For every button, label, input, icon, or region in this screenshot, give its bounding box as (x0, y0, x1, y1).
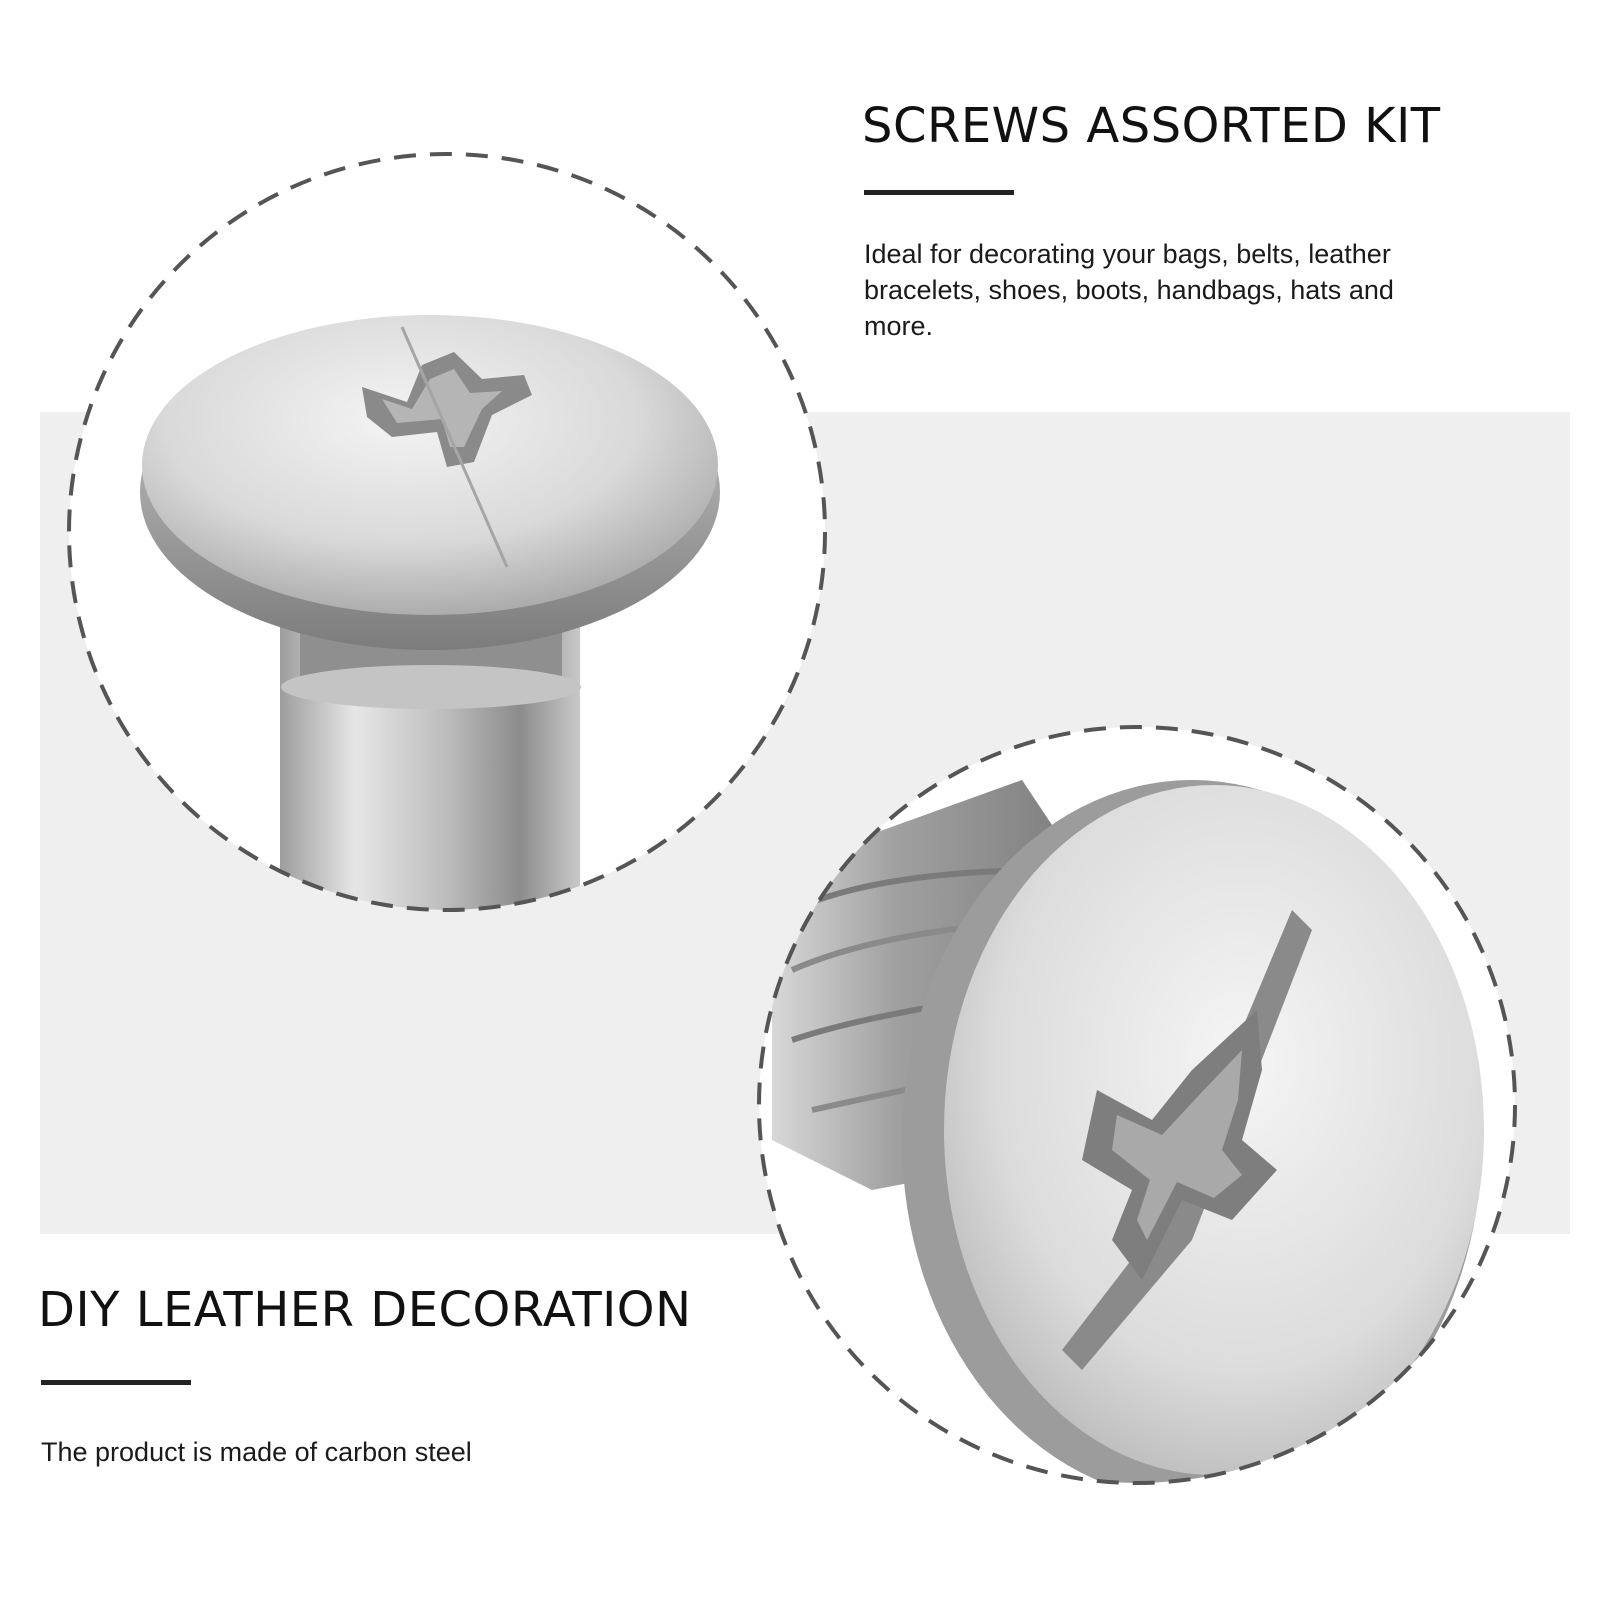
screw-side-view-photo (752, 720, 1522, 1490)
kit-description: Ideal for decorating your bags, belts, leather bracelets, shoes, boots, handbags, hats and more. (864, 239, 1394, 341)
screw-top-view-illustration (62, 147, 832, 917)
screw-side-view-illustration (752, 720, 1522, 1490)
decoration-title: DIY LEATHER DECORATION (38, 1282, 692, 1338)
screw-top-view-photo (62, 147, 832, 917)
material-description: The product is made of carbon steel (41, 1437, 472, 1467)
kit-title: SCREWS ASSORTED KIT (862, 98, 1441, 154)
title-underline (41, 1380, 191, 1385)
title-underline (864, 190, 1014, 195)
